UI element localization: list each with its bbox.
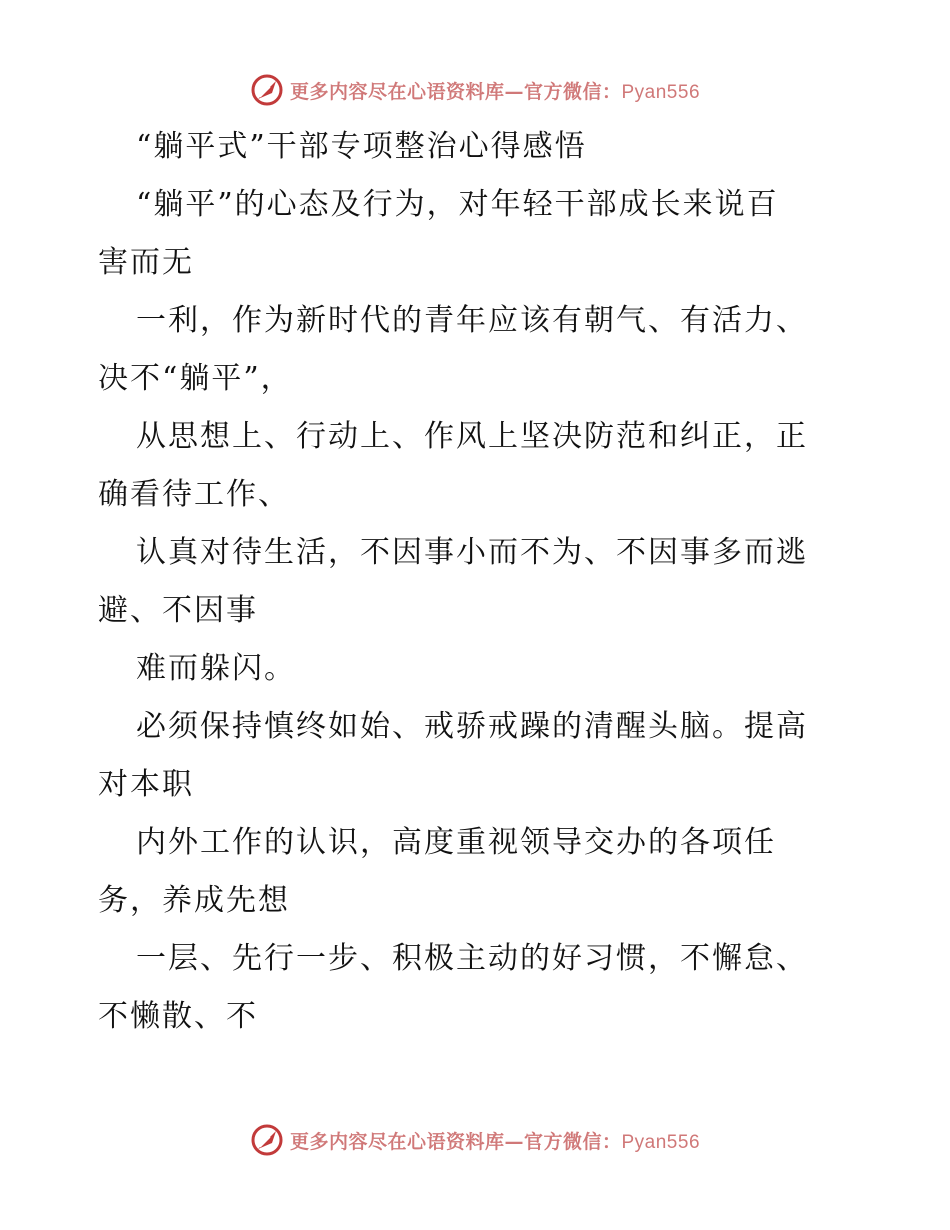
paragraph-line: 一利，作为新时代的青年应该有朝气、有活力、	[136, 303, 808, 338]
header-banner	[0, 70, 950, 110]
paragraph-line: “躺平”的心态及行为，对年轻干部成长来说百	[136, 187, 779, 222]
paragraph-line: 务，养成先想	[98, 883, 290, 918]
banner-text	[290, 77, 700, 104]
banner-text	[290, 1127, 700, 1154]
paragraph-line: 不懒散、不	[98, 999, 258, 1034]
banner-wechat-id: Pyan556	[621, 1131, 701, 1153]
document-title: “躺平式”干部专项整治心得感悟	[136, 129, 587, 164]
paragraph-line: 一层、先行一步、积极主动的好习惯，不懈怠、	[136, 941, 808, 976]
paragraph-line: 决不“躺平”，	[98, 361, 293, 396]
paragraph-line: 确看待工作、	[98, 477, 290, 512]
banner-title: 更多内容尽在心语资料库	[289, 80, 505, 103]
document-body	[98, 118, 858, 1046]
paragraph-line: 内外工作的认识，高度重视领导交办的各项任	[136, 825, 776, 860]
paragraph-line: 对本职	[98, 767, 194, 802]
paragraph-line: 必须保持慎终如始、戒骄戒躁的清醒头脑。提高	[136, 709, 808, 744]
paragraph-line: 从思想上、行动上、作风上坚决防范和纠正，正	[136, 419, 808, 454]
quill-logo-icon	[250, 73, 284, 107]
paragraph-line: 害而无	[98, 245, 194, 280]
banner-separator: —	[504, 80, 524, 103]
banner-title: 更多内容尽在心语资料库	[289, 1130, 505, 1153]
banner-wechat-label: 官方微信：	[523, 80, 622, 103]
banner-wechat-id: Pyan556	[621, 81, 701, 103]
banner-wechat-label: 官方微信：	[523, 1130, 622, 1153]
quill-logo-icon	[250, 1123, 284, 1157]
paragraph-line: 难而躲闪。	[136, 651, 296, 686]
banner-separator: —	[504, 1130, 524, 1153]
footer-banner	[0, 1120, 950, 1160]
paragraph-line: 避、不因事	[98, 593, 258, 628]
paragraph-line: 认真对待生活，不因事小而不为、不因事多而逃	[136, 535, 808, 570]
